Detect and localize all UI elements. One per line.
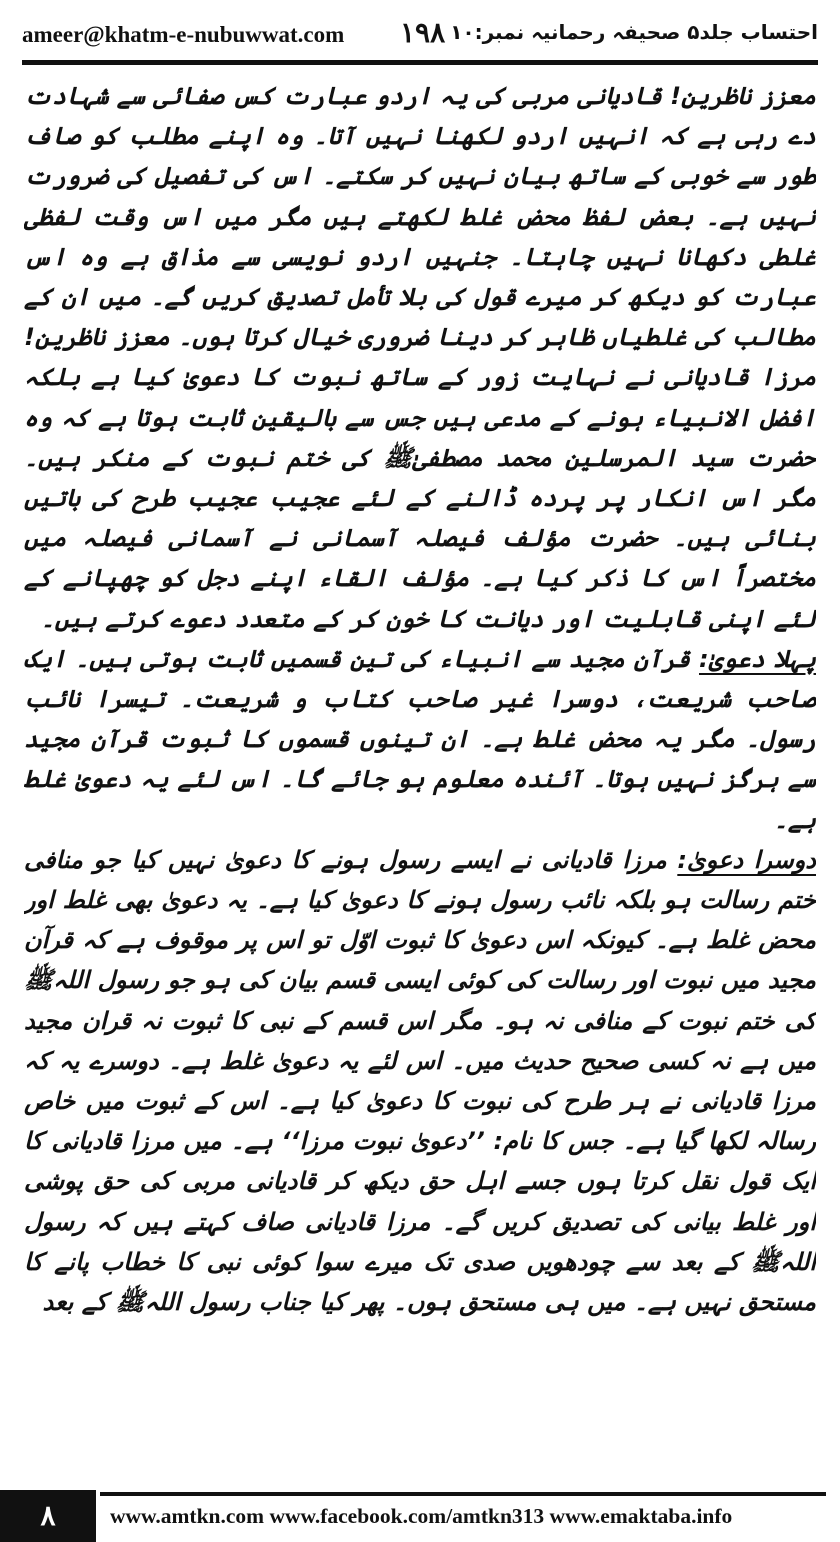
paragraph-3	[24, 840, 816, 1322]
paragraph-3-heading: دوسرا دعویٰ:	[677, 845, 816, 874]
paragraph-3-text: مرزا قادیانی نے ایسے رسول ہونے کا دعویٰ نہیں کیا جو منافی ختم رسالت ہو بلکہ نائب رسول ہونے کا دعویٰ کیا ہے۔ یہ دعویٰ بھی غلط اور محض غلط ہے۔ کیونکہ اس دعویٰ کا ثبوت اوّل تو اس پر موقوف ہے کہ قرآن مجید میں نبوت اور رسالت کی کوئی ایسی قسم بیان کی ہو جو رسول اللہﷺ کی ختم نبوت کے منافی نہ ہو۔ مگر اس قسم کے نبی کا ثبوت نہ قران مجید میں ہے نہ کسی صحیح حدیث میں۔ اس لئے یہ دعویٰ غلط ہے۔ دوسرے یہ کہ مرزا قادیانی نے ہر طرح کی نبوت کا دعویٰ کیا ہے۔ اس کے ثبوت میں خاص رسالہ لکھا گیا ہے۔ جس کا نام: ’’دعویٰ نبوت مرزا‘‘ ہے۔ میں مرزا قادیانی کا ایک قول نقل کرتا ہوں جسے اہل حق دیکھ کر قادیانی مربی کی حق پوشی اور غلط بیانی کی تصدیق کریں گے۔ مرزا قادیانی صاف کہتے ہیں کہ رسول اللہﷺ کے بعد سے چودھویں صدی تک میرے سوا کوئی نبی کا خطاب پانے کا مستحق نہیں ہے۔ میں ہی مستحق ہوں۔ پھر کیا جناب رسول اللہﷺ کے بعد	[24, 845, 816, 1317]
header-rule	[22, 60, 818, 65]
footer-rule	[100, 1492, 826, 1496]
paragraph-2	[24, 639, 816, 840]
header-email: ameer@khatm-e-nubuwwat.com	[22, 22, 345, 47]
header-book-title: احتساب جلد۵ صحیفہ رحمانیہ نمبر:۱۰	[450, 20, 818, 44]
header-page-number: ۱۹۸	[400, 16, 446, 49]
footer-page-box: ۸	[0, 1490, 96, 1542]
page-footer	[0, 1484, 840, 1540]
paragraph-1	[24, 76, 816, 639]
page-header	[0, 0, 840, 70]
paragraph-2-heading: پہلا دعویٰ:	[699, 644, 816, 673]
page-body	[24, 76, 816, 1456]
footer-links: www.amtkn.com www.facebook.com/amtkn313 www.emaktaba.info	[110, 1504, 733, 1528]
paragraph-2-text: قرآن مجید سے انبیاء کی تین قسمیں ثابت ہوتی ہیں۔ ایک صاحب شریعت، دوسرا غیر صاحب کتاب و شریعت۔ تیسرا نائب رسول۔ مگر یہ محض غلط ہے۔ ان تینوں قسموں کا ثبوت قرآن مجید سے ہرگز نہیں ہوتا۔ آئندہ معلوم ہو جائے گا۔ اس لئے یہ دعویٰ غلط ہے۔	[24, 644, 816, 834]
paragraph-1-text: معزز ناظرین! قادیانی مربی کی یہ اردو عبارت کس صفائی سے شہادت دے رہی ہے کہ انہیں اردو لکھنا نہیں آتا۔ وہ اپنے مطلب کو صاف طور سے خوبی کے ساتھ بیان نہیں کر سکتے۔ اس کی تفصیل کی ضرورت نہیں ہے۔ بعض لفظ محض غلط لکھتے ہیں مگر میں اس وقت لفظی غلطی دکھانا نہیں چاہتا۔ جنہیں اردو نویسی سے مذاق ہے وہ اس عبارت کو دیکھ کر میرے قول کی بلا تأمل تصدیق کریں گے۔ میں ان کے مطالب کی غلطیاں ظاہر کر دینا ضروری خیال کرتا ہوں۔ معزز ناظرین! مرزا قادیانی نے نہایت زور کے ساتھ نبوت کا دعویٰ کیا ہے بلکہ افضل الانبیاء ہونے کے مدعی ہیں جس سے بالیقین ثابت ہوتا ہے کہ وہ حضرت سید المرسلین محمد مصطفیٰﷺ کی ختم نبوت کے منکر ہیں۔ مگر اس انکار پر پردہ ڈالنے کے لئے عجیب عجیب طرح کی باتیں بنائی ہیں۔ حضرت مؤلف فیصلہ آسمانی نے آسمانی فیصلہ میں مختصراً اس کا ذکر کیا ہے۔ مؤلف القاء اپنے دجل کو چھپانے کے لئے اپنی قابلیت اور دیانت کا خون کر کے متعدد دعوے کرتے ہیں۔	[24, 82, 816, 633]
